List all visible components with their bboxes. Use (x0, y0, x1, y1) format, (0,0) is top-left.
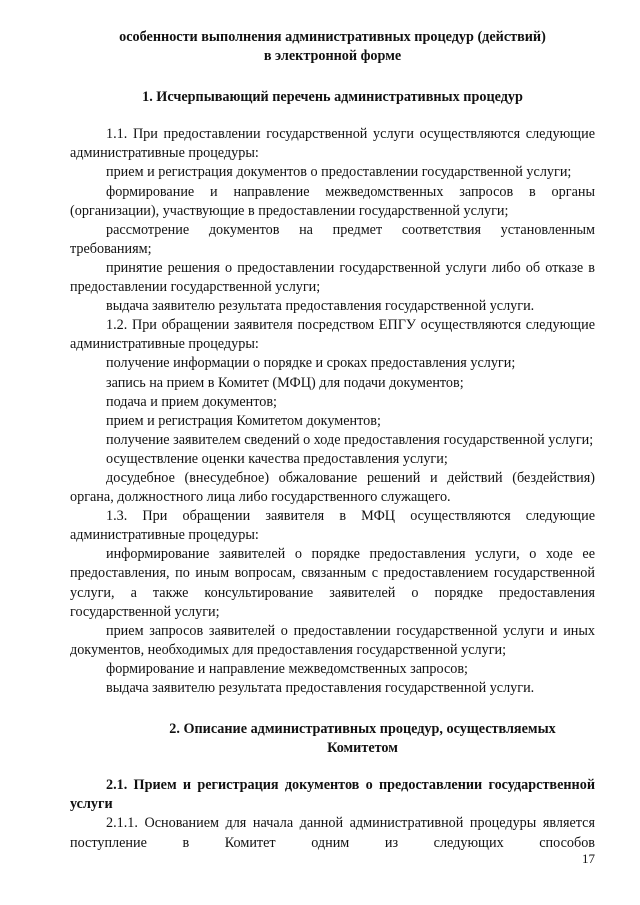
heading-line-2: в электронной форме (263, 48, 402, 65)
document-page (70, 28, 595, 853)
section-2-title (70, 720, 595, 758)
page-number: 17 (582, 851, 595, 866)
paragraph: выдача заявителю результата предоставления государственной услуги. (106, 680, 535, 696)
heading-line-1: особенности выполнения административных процедур (действий) (119, 29, 546, 45)
section-2-title-line-2: Комитетом (327, 740, 398, 757)
paragraph: принятие решения о предоставлении государственной услуги либо об отказе в предоставлении государственной услуги; (70, 259, 595, 296)
paragraph: 1.2. При обращении заявителя посредством ЕПГУ осуществляются следующие административные процедуры: (70, 317, 595, 353)
paragraph: 2.1.1. Основанием для начала данной административной процедуры является поступление в Комитет одним из следующих способов (70, 815, 595, 851)
paragraph: осуществление оценки качества предоставления услуги; (106, 450, 448, 467)
paragraph: 1.1. При предоставлении государственной услуги осуществляются следующие административные процедуры: (70, 126, 595, 162)
paragraph: подача и прием документов; (106, 393, 277, 410)
paragraph: формирование и направление межведомственных запросов; (106, 660, 468, 677)
paragraph: получение заявителем сведений о ходе предоставления государственной услуги; (106, 431, 594, 448)
paragraph: прием запросов заявителей о предоставлении государственной услуги и иных документов, необходимых для предоставления государственной услуги; (70, 622, 595, 658)
paragraph: информирование заявителей о порядке предоставления услуги, о ходе ее предоставления, по иным вопросам, связанным с предоставлением государственной услуги, а также консультирование заявителей о порядке предоставления государственной услуги; (70, 546, 595, 620)
section-2-title-line-1: 2. Описание административных процедур, осуществляемых (169, 721, 556, 738)
section-1-title: 1. Исчерпывающий перечень административных процедур (142, 89, 523, 106)
paragraph: прием и регистрация Комитетом документов; (106, 412, 381, 429)
paragraph: досудебное (внесудебное) обжалование решений и действий (бездействия) органа, должностного лица либо государственного служащего. (70, 469, 595, 506)
section-1-body (70, 125, 595, 698)
paragraph: выдача заявителю результата предоставления государственной услуги. (106, 298, 535, 315)
paragraph: формирование и направление межведомственных запросов в органы (организации), участвующие в предоставлении государственной услуги; (70, 183, 595, 219)
paragraph: прием и регистрация документов о предоставлении государственной услуги; (106, 164, 572, 181)
paragraph: рассмотрение документов на предмет соответствия установленным требованиям; (70, 221, 595, 257)
paragraph: получение информации о порядке и сроках предоставления услуги; (106, 355, 516, 372)
document-heading (70, 28, 595, 66)
section-2-body (70, 776, 595, 852)
paragraph: запись на прием в Комитет (МФЦ) для подачи документов; (106, 374, 464, 391)
paragraph: 1.3. При обращении заявителя в МФЦ осуществляются следующие административные процедуры: (70, 508, 595, 544)
sub-heading-2-1: 2.1. Прием и регистрация документов о предоставлении государственной услуги (70, 777, 595, 813)
